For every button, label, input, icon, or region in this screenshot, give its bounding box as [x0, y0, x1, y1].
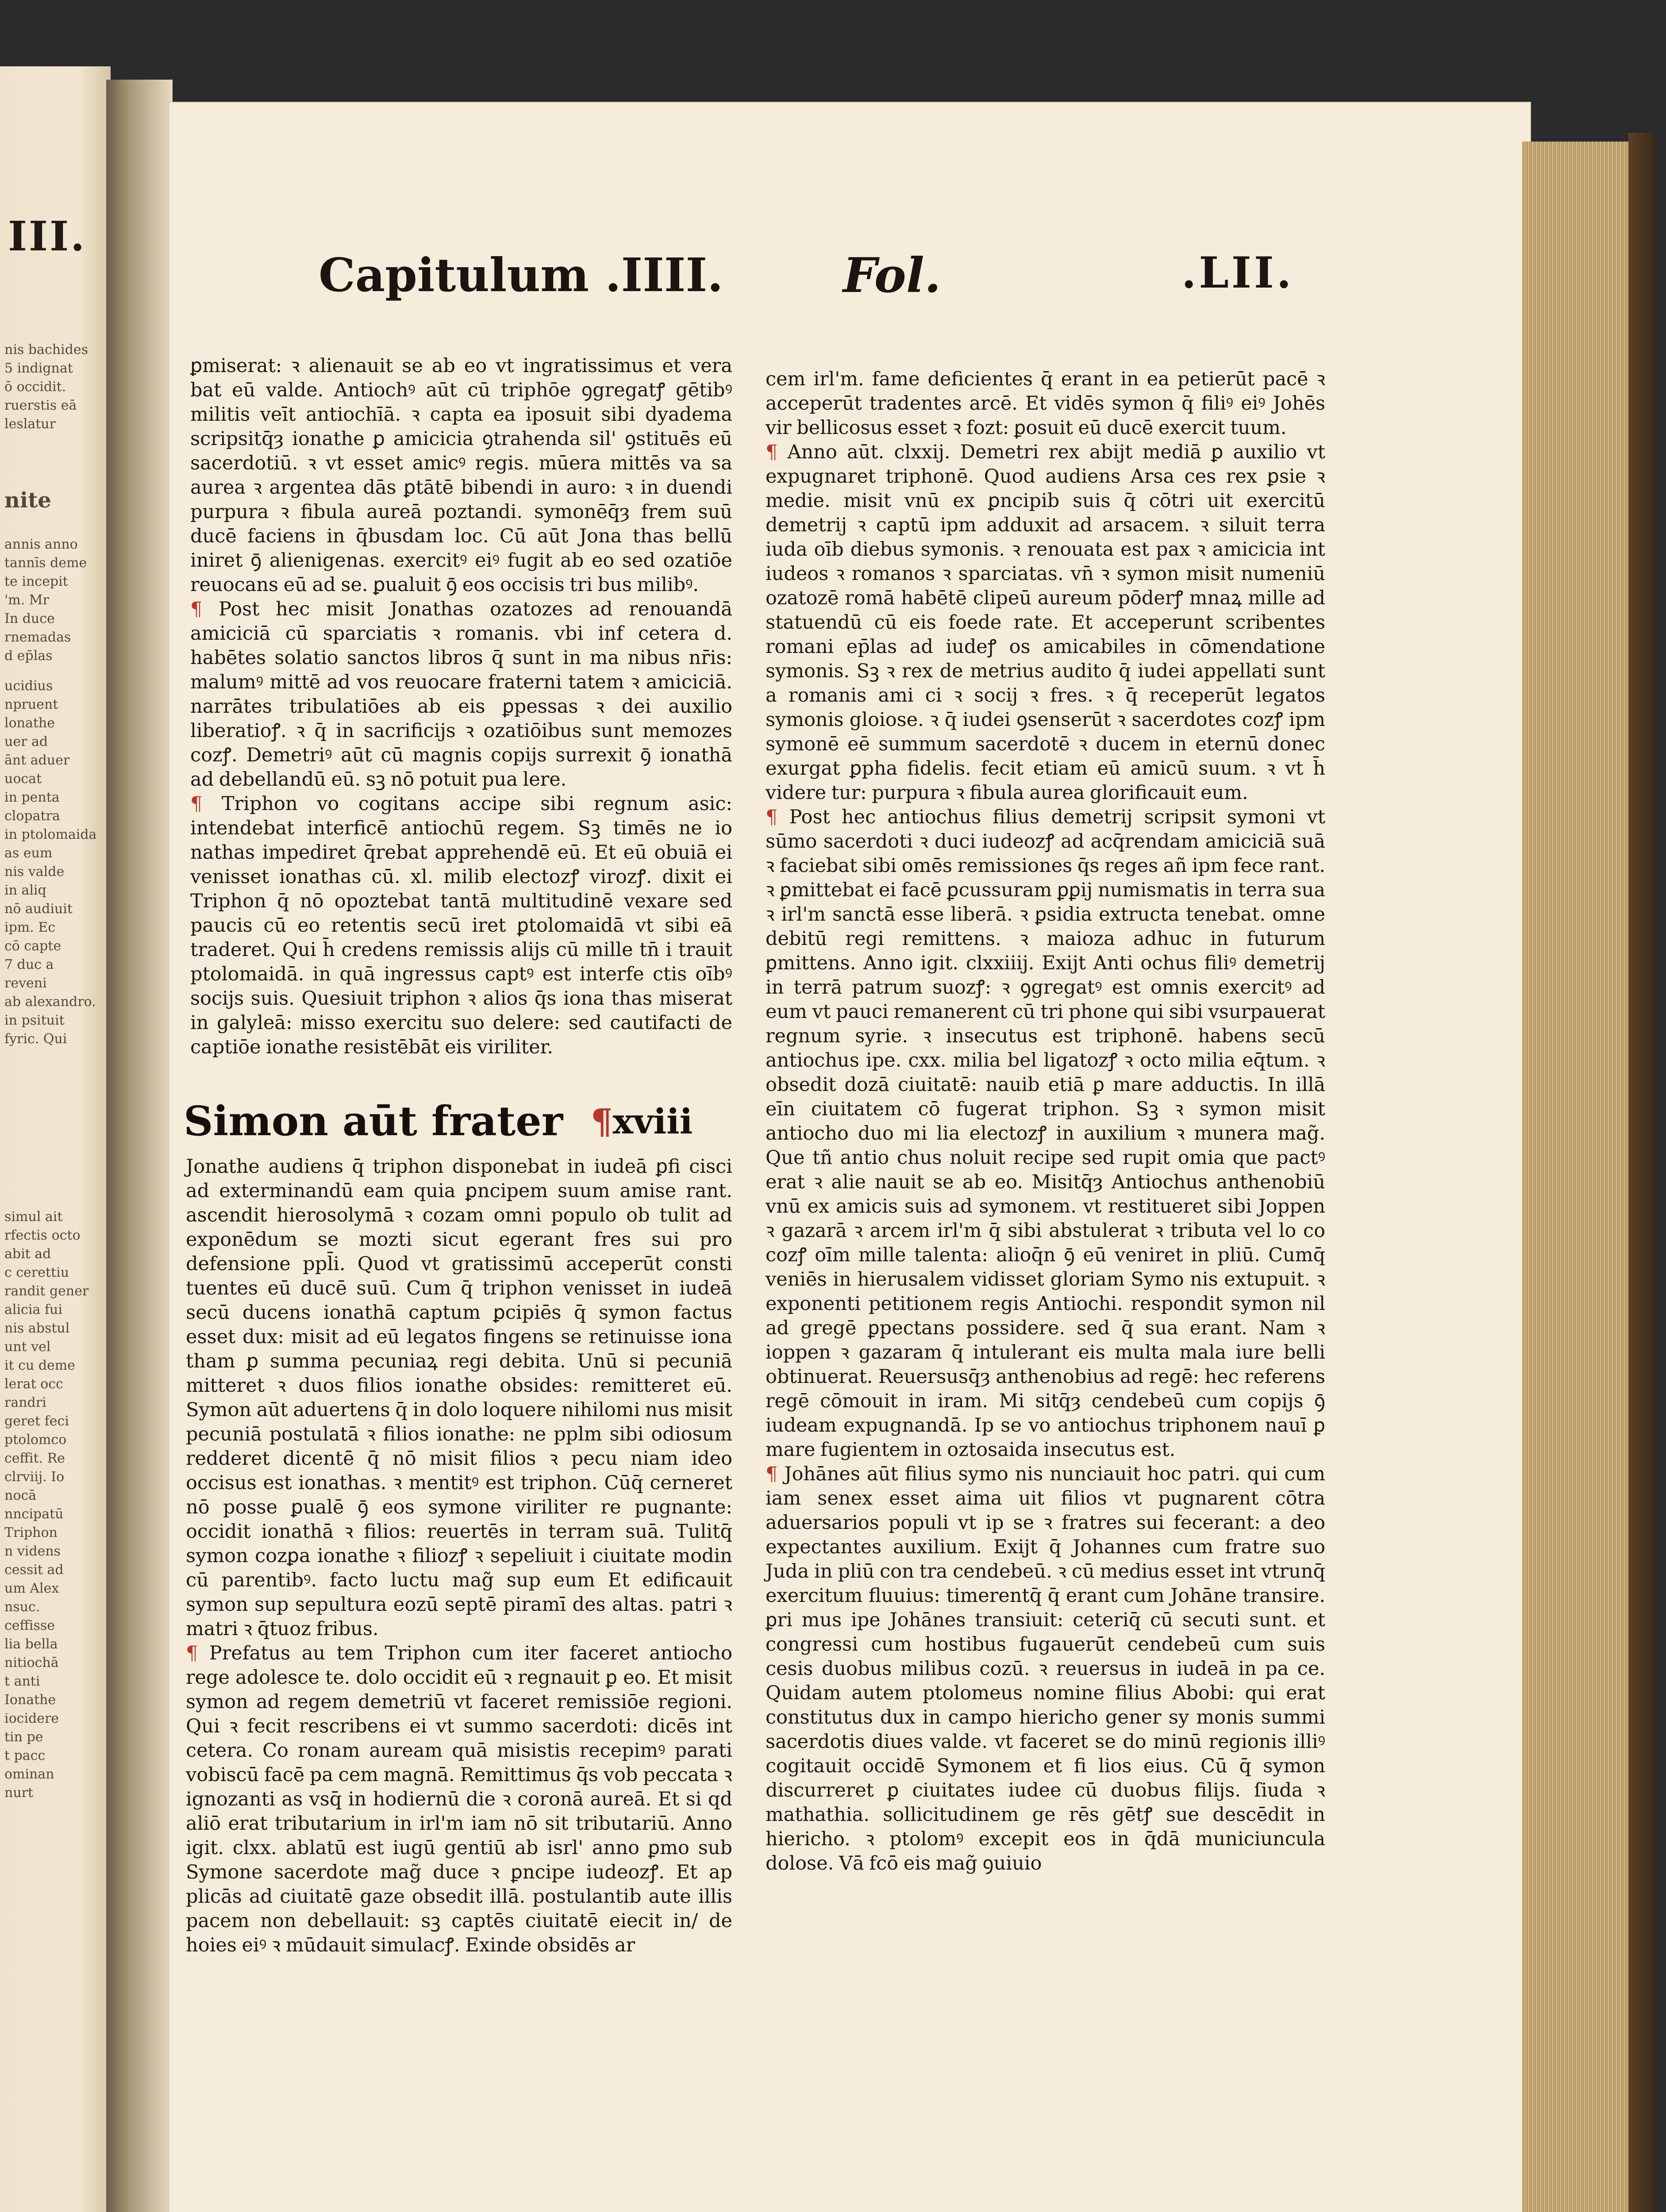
paragraph: ¶ Triphon vo cogitans accipe sibi regnum asic: intendebat interficē antiochū regem. Sꝫ timēs ne io nathas impediret q̄rebat apprehendē eū. Et eū obuiā ei venisset ionathas cū. xl. milib electozꝭ virozꝭ. dixit ei Triphon q̄ nō opoztebat tantā multitudinē vexare sed paucis cū eo retentis secū iret ꝑtolomaidā vt sibi eā traderet. Qui h̄ credens remissis alijs cū mille tn̄ i trauit ptolomaidā. in quā ingressus captꝰ est interfe ctis oībꝰ socijs suis. Quesiuit triphon ꝛ alios q̄s iona thas miserat in galyleā: misso exercitu suo delere: sed cautifacti de captiōe ionathe resistēbāt eis viriliter.	[190, 793, 732, 1058]
paragraph: ¶ Prefatus au tem Triphon cum iter faceret antiocho rege adolesce te. dolo occidit eū ꝛ regnauit ꝑ eo. Et misit symon ad regem demetriū vt faceret remissiōe regioni. Qui ꝛ fecit rescribens ei vt summo sacerdoti: dicēs int cetera. Co ronam auream quā misistis recepimꝰ parati vobiscū facē pa cem magnā. Remittimus q̄s vob peccata ꝛ ignozanti as vsq̄ in hodiernū die ꝛ coronā aureā. Et si qd aliō erat tributarium in irl'm iam nō sit tributariū. Anno igit. clxx. ablatū est iugū gentiū ab isrl' anno ꝑmo sub Symone sacerdote mag̃ duce ꝛ ꝑncipe iudeozꝭ. Et ap plicās ad ciuitatē gaze obsedit illā. postulantib aute illis pacem non debellauit: sꝫ captēs ciuitatē eiecit in/ de hoies eiꝰ ꝛ mūdauit simulacꝭ. Exinde obsidēs ar	[186, 1642, 732, 1956]
chapter-number-text: xviii	[612, 1102, 693, 1142]
paragraph-mark: ¶	[186, 1642, 198, 1664]
chapter-heading	[184, 1097, 741, 1146]
right-column	[766, 367, 1325, 1876]
paragraph-mark: ¶	[766, 441, 778, 463]
running-header-chapter: Capitulum .IIII.	[319, 248, 723, 302]
left-page	[0, 66, 111, 2212]
chapter-heading-text: Simon aūt frater	[184, 1097, 563, 1145]
left-page-numeral: III.	[8, 212, 87, 260]
page-edges	[1522, 142, 1635, 2212]
paragraph: ¶ Anno aūt. clxxij. Demetri rex abijt mediā ꝑ auxilio vt expugnaret triphonē. Quod audiens Arsa ces rex ꝑsie ꝛ medie. misit vnū ex ꝑncipib suis q̄ cōtri uit exercitū demetrij ꝛ captū ipm adduxit ad arsacem. ꝛ siluit terra iuda oīb diebus symonis. ꝛ renouata est pax ꝛ amicicia int iudeos ꝛ romanos ꝛ sparciatas. vn̄ ꝛ symon misit numeniū ozatozē romā habētē clipeū aureum pōderꝭ mnaꝝ mille ad statuendū cū eis foede rate. Et acceperunt scribentes romani ep̄las ad iudeꝭ os amicabiles in cōmendatione symonis. Sꝫ ꝛ rex de metrius audito q̄ iudei appellati sunt a romanis ami ci ꝛ socij ꝛ fres. ꝛ q̄ receperūt legatos symonis gloiose. ꝛ q̄ iudei ꝯsenserūt ꝛ sacerdotes cozꝭ ipm symonē eē summum sacerdotē ꝛ ducem in eternū donec exurgat ꝑpha fidelis. fecit etiam eū amicū suum. ꝛ vt h̄ videre tur: purpura ꝛ fibula aurea glorificauit eum.	[766, 441, 1325, 804]
book-gutter	[106, 80, 173, 2212]
paragraph: cem irl'm. fame deficientes q̄ erant in ea petierūt pacē ꝛ acceperūt tradentes arcē. Et vidēs symon q̄ filiꝰ eiꝰ Johēs vir bellicosus esset ꝛ fozt: ꝑosuit eū ducē exercit tuum.	[766, 368, 1325, 439]
paragraph: ¶ Post hec antiochus filius demetrij scripsit symoni vt sūmo sacerdoti ꝛ duci iudeozꝭ ad acq̄rendam amiciciā suā ꝛ faciebat sibi omēs remissiones q̄s reges añ ipm fece rant. ꝛ ꝑmittebat ei facē ꝑcussuram ꝑꝑij numismatis in terra sua ꝛ irl'm sanctā esse liberā. ꝛ ꝑsidia extructa tenebat. omne debitū regi remittens. ꝛ maioza adhuc in futurum ꝑmittens. Anno igit. clxxiiij. Exijt Anti ochus filiꝰ demetrij in terrā patrum suozꝭ: ꝛ ꝯgregatꝰ est omnis exercitꝰ ad eum vt pauci remanerent cū tri phone qui sibi vsurpauerat regnum syrie. ꝛ insecutus est triphonē. habens secū antiochus ipe. cxx. milia bel ligatozꝭ ꝛ octo milia eq̄tum. ꝛ obsedit dozā ciuitatē: nauib etiā ꝑ mare adductis. In illā eīn ciuitatem cō fugerat triphon. Sꝫ ꝛ symon misit antiocho duo mi lia electozꝭ in auxilium ꝛ munera mag̃. Que tñ antio chus noluit recipe sed rupit omia que pactꝰ erat ꝛ alie nauit se ab eo. Misitq̄ȝ Antiochus anthenobiū vnū ex amicis suis ad symonem. vt restitueret sibi Joppen ꝛ gazarā ꝛ arcem irl'm q̄ sibi abstulerat ꝛ tributa vel lo co cozꝭ oīm mille talenta: alioq̄n ꝯ̄ eū veniret in pliū. Cumq̄ veniēs in hierusalem vidisset gloriam Symo nis extupuit. ꝛ exponenti petitionem regis Antiochi. respondit symon nil ad gregē ꝑpectans possidere. sed q̄ sua erant. Nam ꝛ ioppen ꝛ gazaram q̄ intulerant eis multa mala iure belli obtinuerat. Reuersusq̄ȝ anthenobius ad regē: hec referens regē cōmouit in iram. Mi sitq̄ȝ cendebeū cum copijs ꝯ̄ iudeam expugnandā. Ip se vo antiochus triphonem nauī ꝑ mare fugientem in oztosaida insecutus est.	[766, 806, 1325, 1461]
running-header-folio-label: Fol.	[843, 248, 941, 303]
paragraph: ꝑmiserat: ꝛ alienauit se ab eo vt ingratissimus et vera bat eū valde. Antiochꝰ aūt cū triphōe ꝯgregatꝭ gētibꝰ militis veīt antiochīā. ꝛ capta ea iposuit sibi dyadema scripsitq̄ȝ ionathe ꝑ amicicia ꝯtrahenda sil' ꝯstituēs eū sacerdotiū. ꝛ vt esset amicꝰ regis. mūera mittēs va sa aurea ꝛ argentea dās ꝑtātē bibendi in auro: ꝛ in duendi purpura ꝛ fibula aureā poztandi. symonēq̄ȝ frem suū ducē faciens in q̄busdam loc. Cū aūt Jona thas bellū iniret ꝯ̄ alienigenas. exercitꝰ eiꝰ fugit ab eo sed ozatiōe reuocans eū ad se. ꝑualuit ꝯ̄ eos occisis tri bus milibꝰ.	[190, 355, 732, 596]
left-page-fragment: simul ait rfectis octo abit ad c cerettiu randit gener alicia fui nis abstul unt vel it cu deme lerat occ randri geret feci ptolomco ceffit. Re clrviij. Io nocā nncipatū Triphon n videns cessit ad um Alex nsuc. ceffisse lia bella nitiochā t anti Ionathe iocidere tin pe t pacc ominan nurt	[4, 1209, 89, 1801]
left-page-fragment: nite	[4, 488, 51, 513]
book-cover-edge	[1628, 133, 1655, 2212]
left-column-bottom	[186, 1155, 732, 1958]
running-header-folio-number: .LII.	[1181, 248, 1294, 298]
paragraph: ¶ Johānes aūt filius symo nis nunciauit hoc patri. qui cum iam senex esset aima uit filios vt pugnarent cōtra aduersarios populi vt ip se ꝛ fratres sui fecerant: a deo expectantes auxilium. Exijt q̄ Johannes cum fratre suo Juda in pliū con tra cendebeū. ꝛ cū medius esset int vtrunq̄ exercitum fluuius: timerentq̄ q̄ erant cum Johāne transire. ꝑri mus ipe Johānes transiuit: ceteriq̄ cū secuti sunt. et congressi cum hostibus fugauerūt cendebeū cum suis cesis duobus milibus cozū. ꝛ reuersus in iudeā in pa ce. Quidam autem ptolomeus nomine filius Abobi: qui erat constitutus dux in campo hiericho gener sy monis summi sacerdotis diues valde. vt faceret se do minū regionis illiꝰ cogitauit occidē Symonem et fi lios eius. Cū q̄ symon discurreret ꝑ ciuitates iudee cū duobus filijs. ſiuda ꝛ mathathia. sollicitudinem ge rēs gētꝭ sue descēdit in hiericho. ꝛ ptolomꝰ excepit eos in q̄dā municiuncula dolose. Vā fcō eis mag̃ ꝯuiuio	[766, 1463, 1325, 1874]
paragraph-mark: ¶	[190, 793, 203, 815]
left-page-fragment: ucidius npruent lonathe uer ad ānt aduer uocat in penta clopatra in ptolomaida as eum nis valde in aliq nō audiuit ipm. Ec cō capte 7 duc a reveni ab alexandro. in psituit fyric. Qui	[4, 678, 97, 1047]
chapter-number	[591, 1102, 693, 1142]
paragraph: ¶ Post hec misit Jonathas ozatozes ad renouandā amiciciā cū sparciatis ꝛ romanis. vbi inf cetera d. habētes solatio sanctos libros q̄ sunt in ma nibus nr̄is: malumꝰ mittē ad vos reuocare fraterni tatem ꝛ amiciciā. narrātes tribulatiōes ab eis ꝑpessas ꝛ dei auxilio liberatioꝭ. ꝛ q̄ in sacrificijs ꝛ ozatiōibus sunt memozes cozꝭ. Demetriꝰ aūt cū magnis copijs surrexit ꝯ̄ ionathā ad debellandū eū. sꝫ nō potuit pua lere.	[190, 598, 732, 791]
left-page-fragment: nis bachides 5 indignat ō occidit. ruerstis eā leslatur	[4, 342, 88, 432]
paragraph-mark: ¶	[190, 598, 203, 620]
left-column-top	[190, 354, 732, 1060]
paragraph-mark: ¶	[766, 1463, 778, 1485]
paragraph: Jonathe audiens q̄ triphon disponebat in iudeā ꝑfi cisci ad exterminandū eam quia ꝑncipem suum amise rant. ascendit hierosolymā ꝛ cozam omni populo ob tulit ad exponēdum se mozti sicut egerant fres sui pro defensione ppl̄i. Quod vt gratissimū acceperūt consti tuentes eū ducē suū. Cum q̄ triphon venisset in iudeā secū ducens ionathā captum ꝑcipiēs q̄ symon factus esset dux: misit ad eū legatos fingens se retinuisse iona tham ꝑ summa pecuniaꝝ regi debita. Unū si pecuniā mitteret ꝛ duos filios ionathe obsides: remitteret eū. Symon aūt aduertens q̄ in dolo loquere nihilomi nus misit pecuniā postulatā ꝛ filios ionathe: ne pplm sibi odiosum redderet dicentē q̄ nō misit filios ꝛ pecu niam ideo occisus est ionathas. ꝛ mentitꝰ est triphon. Cūq̄ cerneret nō posse ꝑualē ꝯ̄ eos symone viriliter re pugnante: occidit ionathā ꝛ filios: reuertēs in terram suā. Tulitq̄ symon cozꝑa ionathe ꝛ filiozꝭ ꝛ sepeliuit i ciuitate modin cū parentibꝰ. facto luctu mag̃ sup eum Et edificauit symon sup sepultura eozū septē piramī des altas. patri ꝛ matri ꝛ q̄tuoz fribus.	[186, 1156, 732, 1640]
paragraph-mark: ¶	[766, 806, 778, 828]
left-page-fragment: annis anno tannīs deme te incepit 'm. Mr In duce rnemadas d ep̄las	[4, 537, 87, 664]
chapter-mark: ¶	[591, 1102, 613, 1142]
